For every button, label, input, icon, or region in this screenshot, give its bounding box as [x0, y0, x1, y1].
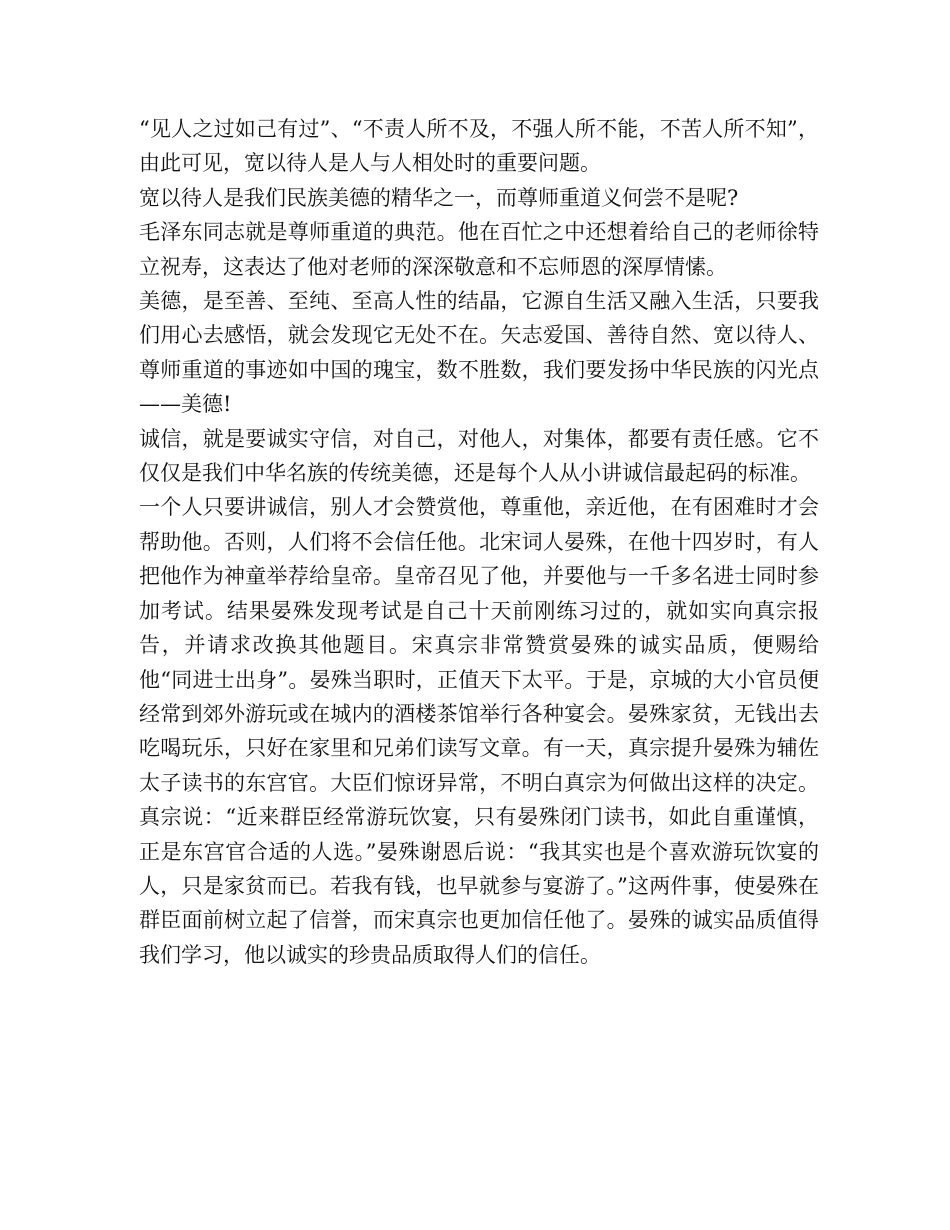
paragraph-2: 宽以待人是我们民族美德的精华之一，而尊师重道义何尝不是呢?	[139, 185, 739, 210]
paragraph-5: 诚信，就是要诚实守信，对自己，对他人，对集体，都要有责任感。它不仅仅是我们中华名族的传统美德，还是每个人从小讲诚信最起码的标准。	[139, 426, 819, 486]
paragraph-3: 毛泽东同志就是尊师重道的典范。他在百忙之中还想着给自己的老师徐特立祝寿，这表达了他对老师的深深敬意和不忘师恩的深厚情愫。	[139, 220, 819, 279]
paragraph-1: “见人之过如己有过”、“不责人所不及，不强人所不能，不苦人所不知”，由此可见，宽以待人是人与人相处时的重要问题。	[139, 117, 819, 176]
document-body	[139, 112, 819, 972]
paragraph-4: 美德，是至善、至纯、至高人性的结晶，它源自生活又融入生活，只要我们用心去感悟，就会发现它无处不在。矢志爱国、善待自然、宽以待人、尊师重道的事迹如中国的瑰宝，数不胜数，我们要发扬中华民族的闪光点——美德!	[139, 289, 819, 417]
paragraph-6: 一个人只要讲诚信，别人才会赞赏他，尊重他，亲近他，在有困难时才会帮助他。否则，人们将不会信任他。北宋词人晏殊，在他十四岁时，有人把他作为神童举荐给皇帝。皇帝召见了他，并要他与一千多名进士同时参加考试。结果晏殊发现考试是自己十天前刚练习过的，就如实向真宗报告，并请求改换其他题目。宋真宗非常赞赏晏殊的诚实品质，便赐给他“同进士出身”。晏殊当职时，正值天下太平。于是，京城的大小官员便经常到郊外游玩或在城内的酒楼茶馆举行各种宴会。晏殊家贫，无钱出去吃喝玩乐，只好在家里和兄弟们读写文章。有一天，真宗提升晏殊为辅佐太子读书的东宫官。大臣们惊讶异常，不明白真宗为何做出这样的决定。真宗说：“近来群臣经常游玩饮宴，只有晏殊闭门读书，如此自重谨慎，正是东宫官合适的人选。”晏殊谢恩后说：“我其实也是个喜欢游玩饮宴的人，只是家贫而已。若我有钱，也早就参与宴游了。”这两件事，使晏殊在群臣面前树立起了信誉，而宋真宗也更加信任他了。晏殊的诚实品质值得我们学习，他以诚实的珍贵品质取得人们的信任。	[139, 495, 819, 967]
